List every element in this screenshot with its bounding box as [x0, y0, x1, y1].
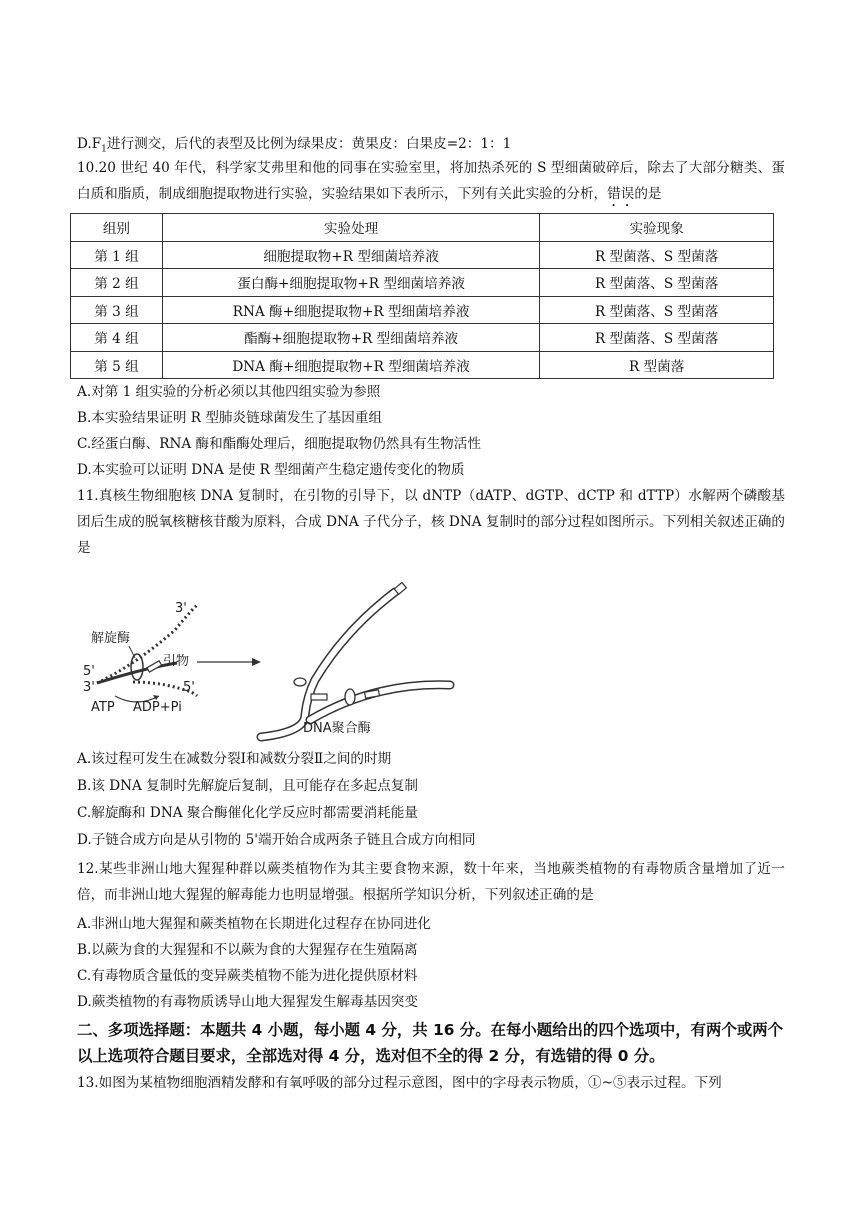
table-cell: R 型菌落、S 型菌落	[540, 269, 774, 297]
table-cell: RNA 酶+细胞提取物+R 型细菌培养液	[162, 296, 539, 324]
dna-replication-figure	[75, 570, 455, 746]
table-header-cell: 实验现象	[540, 214, 774, 242]
q10-option-d: D.本实验可以证明 DNA 是使 R 型细菌产生稳定遗传变化的物质	[77, 462, 465, 478]
q12-option-c: C.有毒物质含量低的变异蕨类植物不能为进化提供原材料	[77, 968, 418, 984]
q10-stem: 10.20 世纪 40 年代，科学家艾弗里和他的同事在实验室里，将加热杀死的 S 型细菌破碎后，除去了大部分糖类、蛋白质和脂质，制成细胞提取物进行实验，实验结果如下表所示，下列有关此实验的分析，错误的是	[77, 160, 785, 202]
template-strand-lower-inner	[310, 685, 450, 720]
primer-label: 引物	[163, 654, 190, 669]
adp-label: ADP+Pi	[133, 700, 182, 715]
table-header-row	[71, 214, 774, 242]
q10-option-c: C.经蛋白酶、RNA 酶和酯酶处理后，细胞提取物仍然具有生物活性	[77, 436, 481, 452]
q13-stem: 13.如图为某植物细胞酒精发酵和有氧呼吸的部分过程示意图，图中的字母表示物质，①~⑤表示过程。下列	[77, 1075, 722, 1091]
table-cell: 第 3 组	[71, 296, 163, 324]
table-row	[71, 241, 774, 269]
table-cell: 第 1 组	[71, 241, 163, 269]
primer-mark	[147, 661, 162, 672]
atp-label: ATP	[91, 700, 115, 715]
q12-stem: 12.某些非洲山地大猩猩种群以蕨类植物作为其主要食物来源，数十年来，当地蕨类植物的有毒物质含量增加了近一倍，而非洲山地大猩猩的解毒能力也明显增强。根据所学知识分析，下列叙述正确的是	[77, 861, 785, 903]
table-cell: 蛋白酶+细胞提取物+R 型细菌培养液	[162, 269, 539, 297]
table-cell: 酯酶+细胞提取物+R 型细菌培养液	[162, 324, 539, 352]
table-cell: R 型菌落、S 型菌落	[540, 324, 774, 352]
table-cell: 细胞提取物+R 型细菌培养液	[162, 241, 539, 269]
table-cell: 第 2 组	[71, 269, 163, 297]
helicase-ring	[131, 654, 143, 680]
table-row	[71, 269, 774, 297]
end-3-left: 3'	[83, 680, 95, 695]
q11-option-a: A.该过程可发生在减数分裂Ⅰ和减数分裂Ⅱ之间的时期	[77, 751, 392, 767]
q11-stem: 11.真核生物细胞核 DNA 复制时，在引物的引导下，以 dNTP（dATP、dGTP、dCTP 和 dTTP）水解两个磷酸基团后生成的脱氧核糖核苷酸为原料，合成 DNA 子代分子，核 DNA 复制时的部分过程如图所示。下列相关叙述正确的是	[77, 488, 785, 556]
q9-option-d: $D.F_1$进行测交，后代的表型及比例为绿果皮：黄果皮：白果皮=2：1：1	[77, 136, 512, 155]
table-row	[71, 324, 774, 352]
table-cell: 第 4 组	[71, 324, 163, 352]
table-row	[71, 351, 774, 379]
table-cell: R 型菌落	[540, 351, 774, 379]
table-cell: DNA 酶+细胞提取物+R 型细菌培养液	[162, 351, 539, 379]
q11-option-b: B.该 DNA 复制时先解旋后复制，且可能存在多起点复制	[77, 778, 419, 794]
q12-option-a: A.非洲山地大猩猩和蕨类植物在长期进化过程存在协同进化	[77, 916, 431, 932]
end-3-top: 3'	[175, 601, 187, 616]
end-5-right: 5'	[183, 680, 195, 695]
table-cell: 第 5 组	[71, 351, 163, 379]
q11-option-c: C.解旋酶和 DNA 聚合酶催化化学反应时都需要消耗能量	[77, 805, 418, 821]
helicase-pointer	[129, 646, 135, 658]
table-header-cell: 实验处理	[162, 214, 539, 242]
helicase-label: 解旋酶	[91, 631, 131, 646]
zoom-arrowhead	[252, 658, 261, 666]
q11-option-d: D.子链合成方向是从引物的 5'端开始合成两条子链且合成方向相同	[77, 832, 476, 848]
q12-option-d: D.蕨类植物的有毒物质诱导山地大猩猩发生解毒基因突变	[77, 994, 418, 1010]
primer-block-mid	[311, 694, 327, 700]
q10-option-a: A.对第 1 组实验的分析必须以其他四组实验为参照	[77, 384, 381, 400]
table-cell: R 型菌落、S 型菌落	[540, 241, 774, 269]
polymerase-label: DNA聚合酶	[303, 721, 371, 736]
table-cell: R 型菌落、S 型菌落	[540, 296, 774, 324]
experiment-table	[70, 213, 774, 379]
end-5-left: 5'	[83, 664, 95, 679]
table-header-cell: 组别	[71, 214, 163, 242]
section-2-heading: 二、多项选择题：本题共 4 小题，每小题 4 分，共 16 分。在每小题给出的四个选项中，有两个或两个以上选项符合题目要求，全部选对得 4 分，选对但不全的得 2 分，有选错的得 0 分。	[77, 1021, 784, 1065]
q10-option-b: B.本实验结果证明 R 型肺炎链球菌发生了基因重组	[77, 410, 383, 426]
polymerase-ring	[345, 689, 355, 705]
q12-option-b: B.以蕨为食的大猩猩和不以蕨为食的大猩猩存在生殖隔离	[77, 942, 418, 958]
table-row	[71, 296, 774, 324]
helicase-small	[294, 678, 306, 686]
